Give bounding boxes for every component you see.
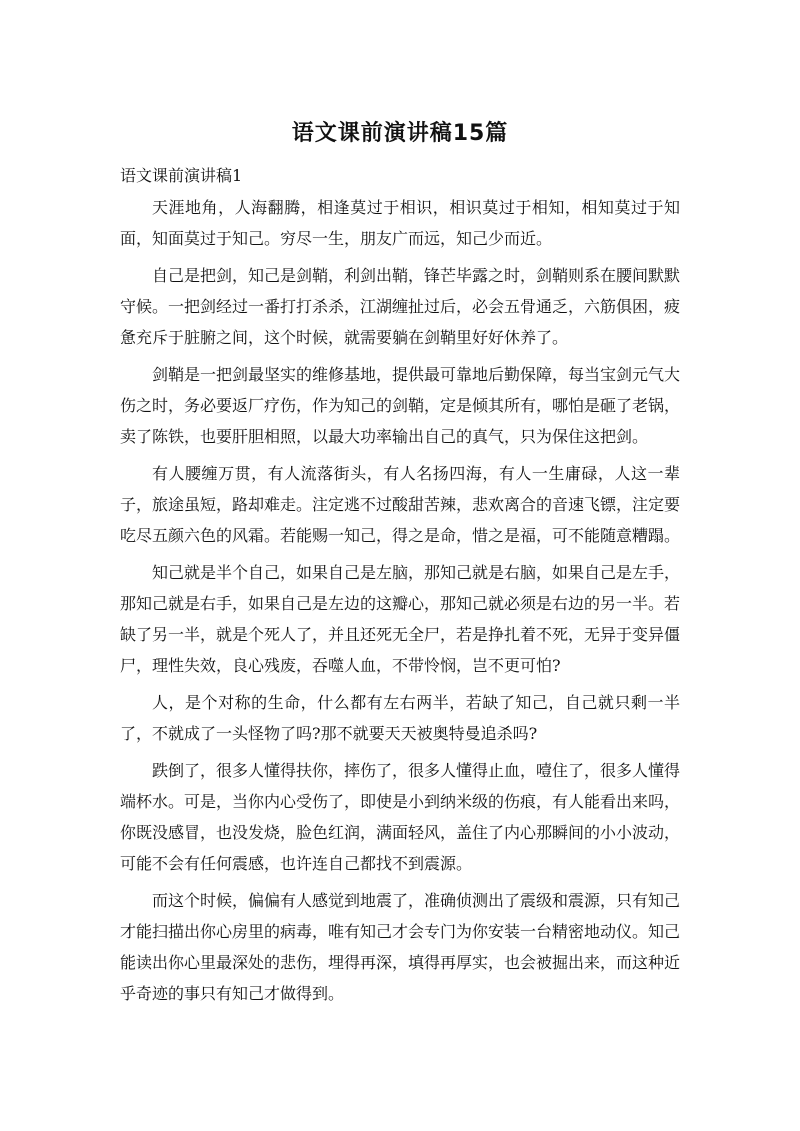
paragraph-8: 而这个时候，偏偏有人感觉到地震了，准确侦测出了震级和震源，只有知己才能扫描出你心房里的病毒，唯有知己才会专门为你安装一台精密地动仪。知己能读出你心里最深处的悲伤，埋得再深，填得再厚实，也会被掘出来，而这种近乎奇迹的事只有知己才做得到。 (120, 891, 681, 1003)
page-title: 语文课前演讲稿15篇 (291, 121, 509, 146)
paragraph-4: 有人腰缠万贯，有人流落街头，有人名扬四海，有人一生庸碌，人这一辈子，旅途虽短，路却难走。注定逃不过酸甜苦辣，悲欢离合的音速飞镖，注定要吃尽五颜六色的风霜。若能赐一知己，得之是命，惜之是福，可不能随意糟蹋。 (120, 464, 681, 545)
paragraph-2: 自己是把剑，知己是剑鞘，利剑出鞘，锋芒毕露之时，剑鞘则系在腰间默默守候。一把剑经过一番打打杀杀，江湖缠扯过后，必会五骨通乏，六筋俱困，疲惫充斥于脏腑之间，这个时候，就需要躺在剑鞘里好好休养了。 (120, 266, 681, 347)
paragraph-6: 人，是个对称的生命，什么都有左右两半，若缺了知己，自己就只剩一半了，不就成了一头怪物了吗?那不就要天天被奥特曼追杀吗? (120, 693, 680, 743)
paragraph-1: 天涯地角，人海翻腾，相逢莫过于相识，相识莫过于相知，相知莫过于知面，知面莫过于知己。穷尽一生，朋友广而远，知己少而近。 (120, 198, 680, 248)
section-heading: 语文课前演讲稿1 (120, 166, 243, 185)
paragraph-7: 跌倒了，很多人懂得扶你，摔伤了，很多人懂得止血，噎住了，很多人懂得端杯水。可是，当你内心受伤了，即使是小到纳米级的伤痕，有人能看出来吗，你既没感冒，也没发烧，脸色红润，满面轻风，盖住了内心那瞬间的小小波动，可能不会有任何震感，也许连自己都找不到震源。 (120, 761, 681, 873)
document-body (120, 192, 680, 1015)
paragraph-3: 剑鞘是一把剑最坚实的维修基地，提供最可靠地后勤保障，每当宝剑元气大伤之时，务必要返厂疗伤，作为知己的剑鞘，定是倾其所有，哪怕是砸了老锅，卖了陈铁，也要肝胆相照，以最大功率输出自己的真气，只为保住这把剑。 (120, 365, 681, 446)
paragraph-5: 知己就是半个自己，如果自己是左脑，那知己就是右脑，如果自己是左手，那知己就是右手，如果自己是左边的这瓣心，那知己就必须是右边的另一半。若缺了另一半，就是个死人了，并且还死无全尸，若是挣扎着不死，无异于变异僵尸，理性失效，良心残废，吞噬人血，不带怜悯，岂不更可怕? (120, 563, 681, 675)
